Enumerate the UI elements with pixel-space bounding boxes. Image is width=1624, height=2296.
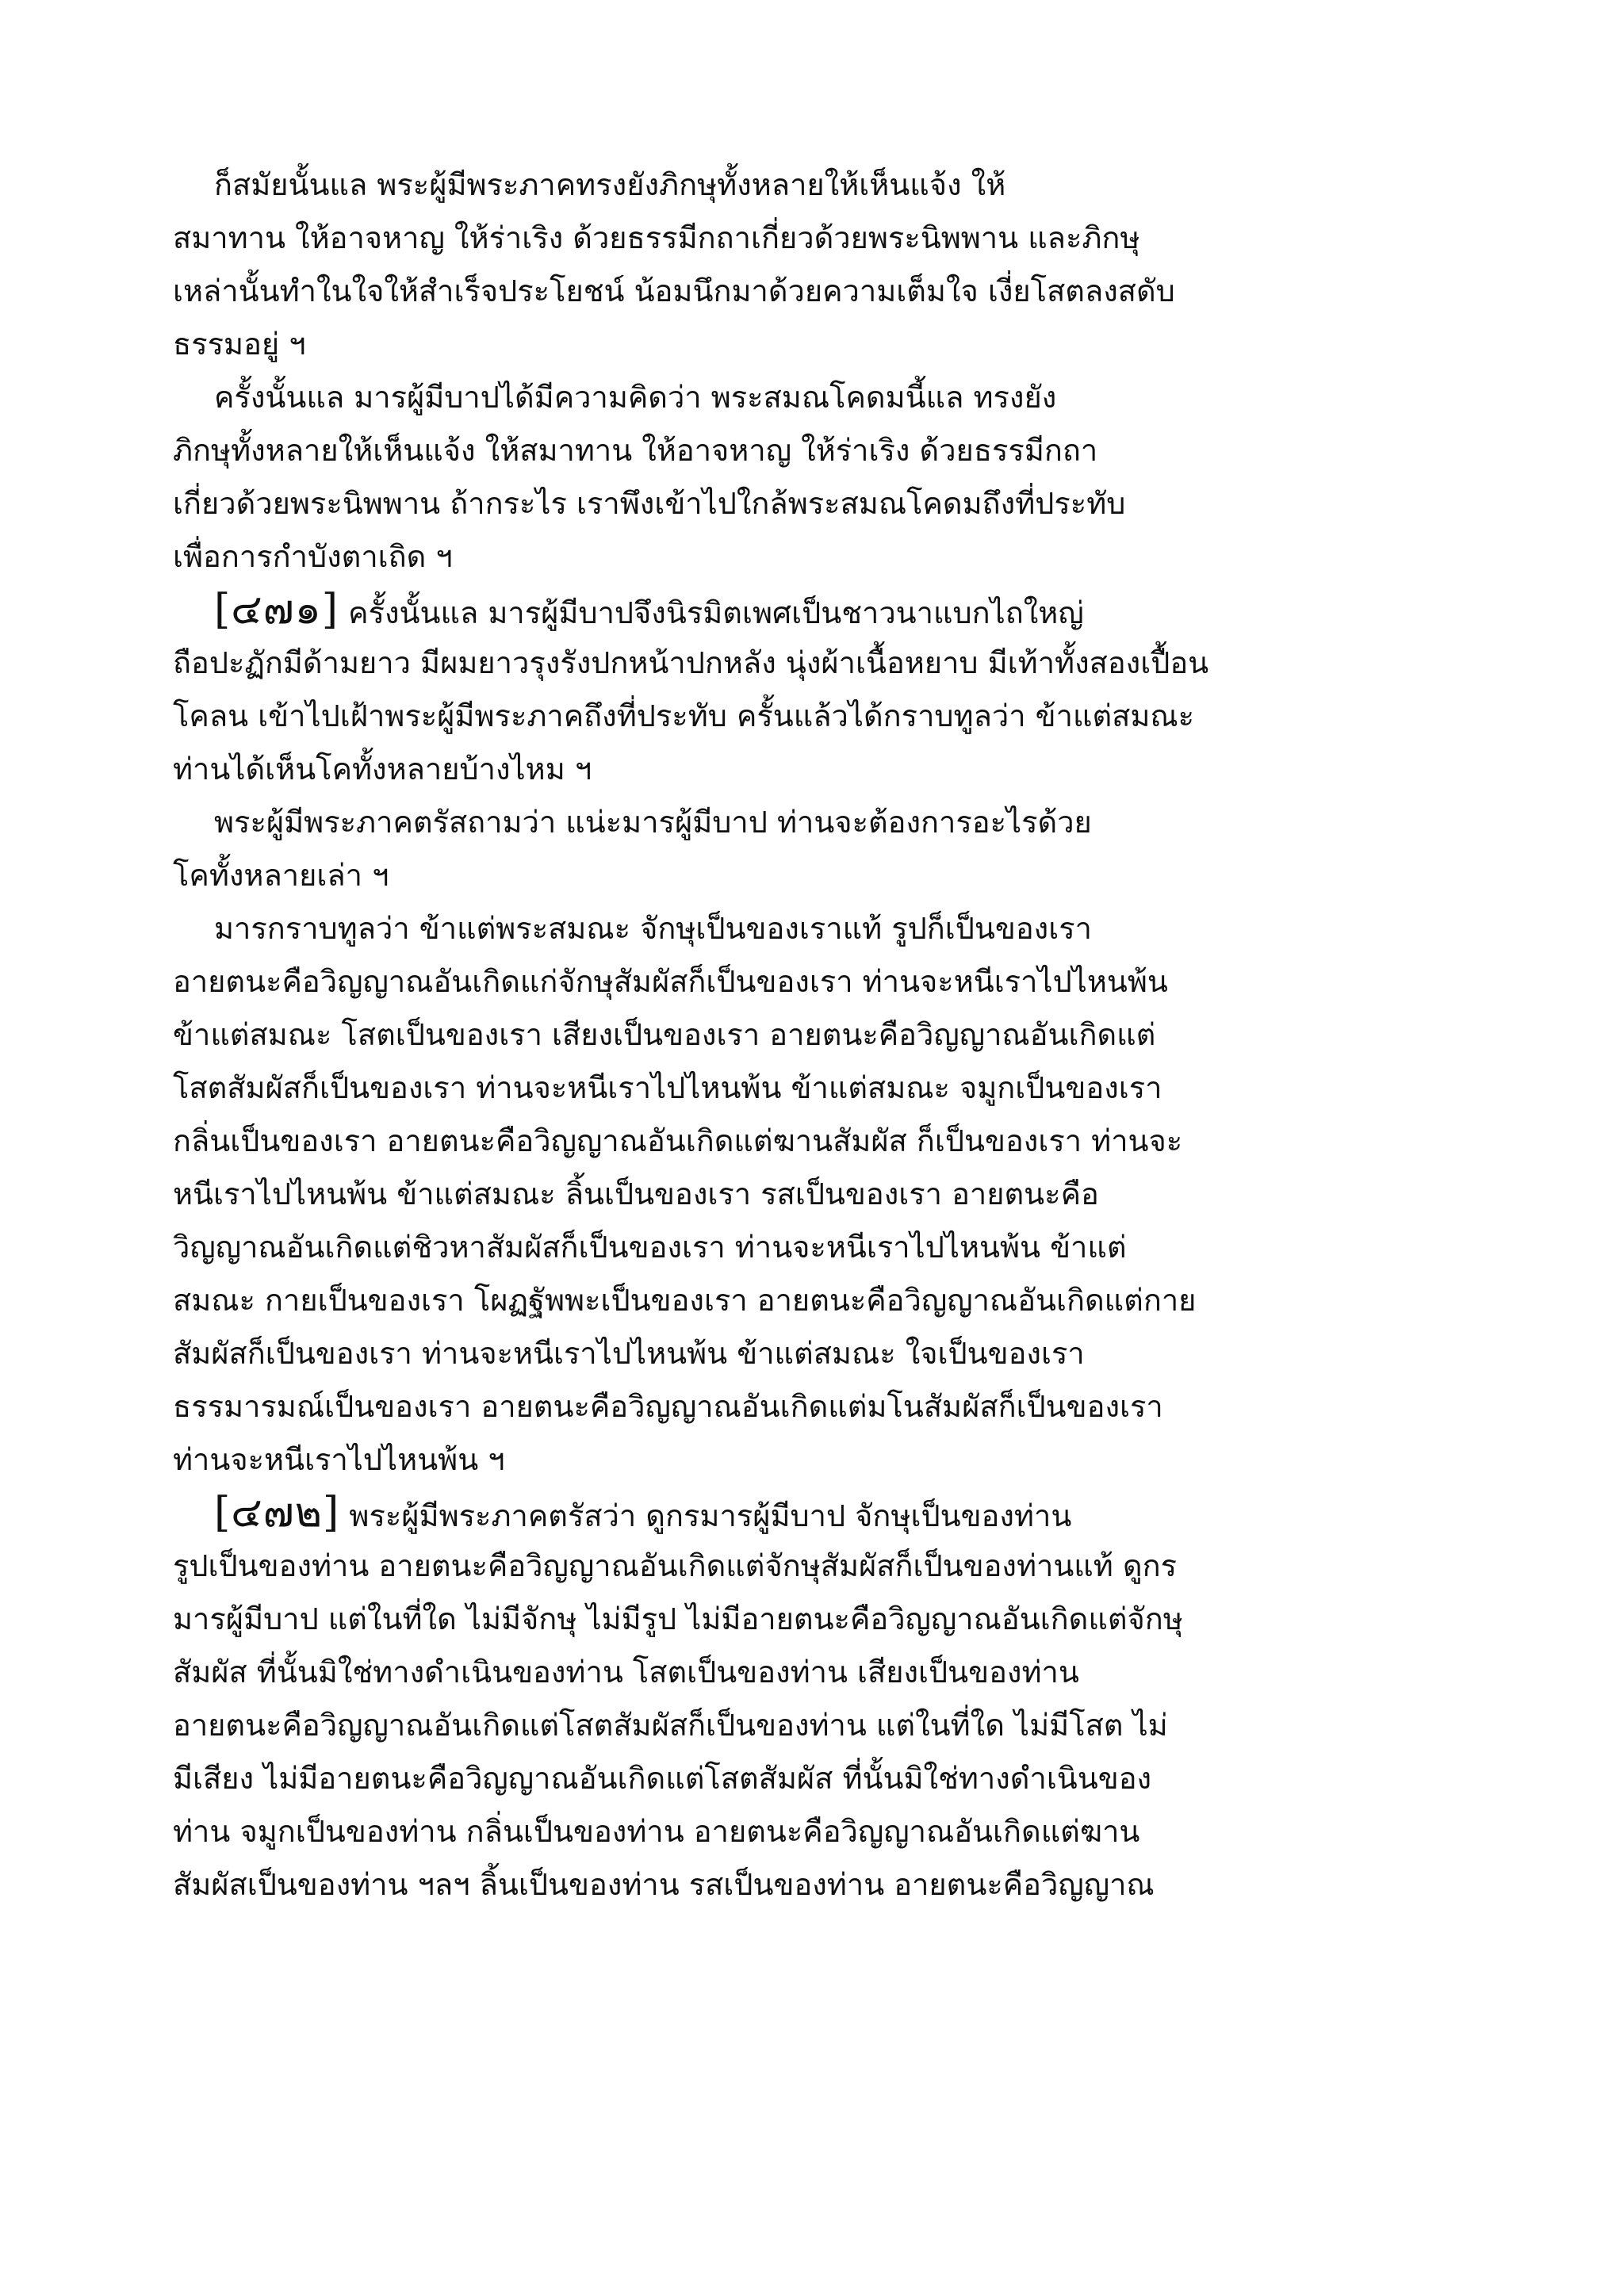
text-line: ท่านจะหนีเราไปไหนพ้น ฯ: [173, 1442, 505, 1477]
text-line: ครั้งนั้นแล มารผู้มีบาปได้มีความคิดว่า พระสมณโคดมนี้แล ทรงยัง: [214, 380, 1057, 415]
text-line: สมาทาน ให้อาจหาญ ให้ร่าเริง ด้วยธรรมีกถาเกี่ยวด้วยพระนิพพาน และภิกษุ: [173, 220, 1140, 255]
text-line: กลิ่นเป็นของเรา อายตนะคือวิญญาณอันเกิดแต่ฆานสัมผัส ก็เป็นของเรา ท่านจะ: [173, 1123, 1183, 1158]
section-number: [๔๗๒]: [214, 1489, 340, 1536]
section-text: พระผู้มีพระภาคตรัสว่า ดูกรมารผู้มีบาป จักษุเป็นของท่าน: [349, 1498, 1072, 1533]
document-body: [173, 159, 1299, 1911]
text-line: ภิกษุทั้งหลายให้เห็นแจ้ง ให้สมาทาน ให้อาจหาญ ให้ร่าเริง ด้วยธรรมีกถา: [173, 433, 1098, 468]
text-line: สมณะ กายเป็นของเรา โผฏฐัพพะเป็นของเรา อายตนะคือวิญญาณอันเกิดแต่กาย: [173, 1283, 1197, 1318]
text-line: [173, 584, 1299, 637]
text-line: เหล่านั้นทำในใจให้สำเร็จประโยชน์ น้อมนึกมาด้วยความเต็มใจ เงี่ยโสตลงสดับ: [173, 274, 1175, 308]
text-line: อายตนะคือวิญญาณอันเกิดแก่จักษุสัมผัสก็เป็นของเรา ท่านจะหนีเราไปไหนพ้น: [173, 964, 1168, 999]
text-line: โคลน เข้าไปเฝ้าพระผู้มีพระภาคถึงที่ประทับ ครั้นแล้วได้กราบทูลว่า ข้าแต่สมณะ: [173, 698, 1195, 733]
text-line: สัมผัสก็เป็นของเรา ท่านจะหนีเราไปไหนพ้น ข้าแต่สมณะ ใจเป็นของเรา: [173, 1336, 1085, 1371]
text-line: วิญญาณอันเกิดแต่ชิวหาสัมผัสก็เป็นของเรา ท่านจะหนีเราไปไหนพ้น ข้าแต่: [173, 1230, 1127, 1265]
text-line: หนีเราไปไหนพ้น ข้าแต่สมณะ ลิ้นเป็นของเรา รสเป็นของเรา อายตนะคือ: [173, 1177, 1099, 1211]
text-line: ท่านได้เห็นโคทั้งหลายบ้างไหม ฯ: [173, 752, 592, 786]
text-line: เกี่ยวด้วยพระนิพพาน ถ้ากระไร เราพึงเข้าไปใกล้พระสมณโคดมถึงที่ประทับ: [173, 486, 1126, 521]
text-line: สัมผัสเป็นของท่าน ฯลฯ ลิ้นเป็นของท่าน รสเป็นของท่าน อายตนะคือวิญญาณ: [173, 1867, 1155, 1902]
text-line: ท่าน จมูกเป็นของท่าน กลิ่นเป็นของท่าน อายตนะคือวิญญาณอันเกิดแต่ฆาน: [173, 1814, 1140, 1849]
text-line: สัมผัส ที่นั้นมิใช่ทางดำเนินของท่าน โสตเป็นของท่าน เสียงเป็นของท่าน: [173, 1655, 1079, 1689]
text-line: โสตสัมผัสก็เป็นของเรา ท่านจะหนีเราไปไหนพ้น ข้าแต่สมณะ จมูกเป็นของเรา: [173, 1070, 1162, 1105]
text-line: ธรรมอยู่ ฯ: [173, 327, 306, 362]
section-number: [๔๗๑]: [214, 586, 339, 633]
text-line: ธรรมารมณ์เป็นของเรา อายตนะคือวิญญาณอันเกิดแต่มโนสัมผัสก็เป็นของเรา: [173, 1389, 1163, 1424]
section-text: ครั้งนั้นแล มารผู้มีบาปจึงนิรมิตเพศเป็นชาวนาแบกไถใหญ่: [348, 595, 1084, 630]
text-line: ก็สมัยนั้นแล พระผู้มีพระภาคทรงยังภิกษุทั้งหลายให้เห็นแจ้ง ให้: [214, 167, 1006, 202]
text-line: ถือปะฏักมีด้ามยาว มีผมยาวรุงรังปกหน้าปกหลัง นุ่งผ้าเนื้อหยาบ มีเท้าทั้งสองเปื้อน: [173, 645, 1209, 680]
text-line: [173, 1487, 1299, 1540]
text-line: รูปเป็นของท่าน อายตนะคือวิญญาณอันเกิดแต่จักษุสัมผัสก็เป็นของท่านแท้ ดูกร: [173, 1548, 1178, 1583]
text-line: เพื่อการกำบังตาเถิด ฯ: [173, 539, 453, 574]
text-line: โคทั้งหลายเล่า ฯ: [173, 858, 389, 893]
text-line: ข้าแต่สมณะ โสตเป็นของเรา เสียงเป็นของเรา อายตนะคือวิญญาณอันเกิดแต่: [173, 1017, 1156, 1052]
text-line: มีเสียง ไม่มีอายตนะคือวิญญาณอันเกิดแต่โสตสัมผัส ที่นั้นมิใช่ทางดำเนินของ: [173, 1761, 1152, 1796]
text-line: มารผู้มีบาป แต่ในที่ใด ไม่มีจักษุ ไม่มีรูป ไม่มีอายตนะคือวิญญาณอันเกิดแต่จักษุ: [173, 1601, 1183, 1636]
text-line: มารกราบทูลว่า ข้าแต่พระสมณะ จักษุเป็นของเราแท้ รูปก็เป็นของเรา: [214, 911, 1092, 946]
text-line: พระผู้มีพระภาคตรัสถามว่า แน่ะมารผู้มีบาป ท่านจะต้องการอะไรด้วย: [214, 805, 1092, 840]
text-line: อายตนะคือวิญญาณอันเกิดแต่โสตสัมผัสก็เป็นของท่าน แต่ในที่ใด ไม่มีโสต ไม่: [173, 1708, 1168, 1743]
